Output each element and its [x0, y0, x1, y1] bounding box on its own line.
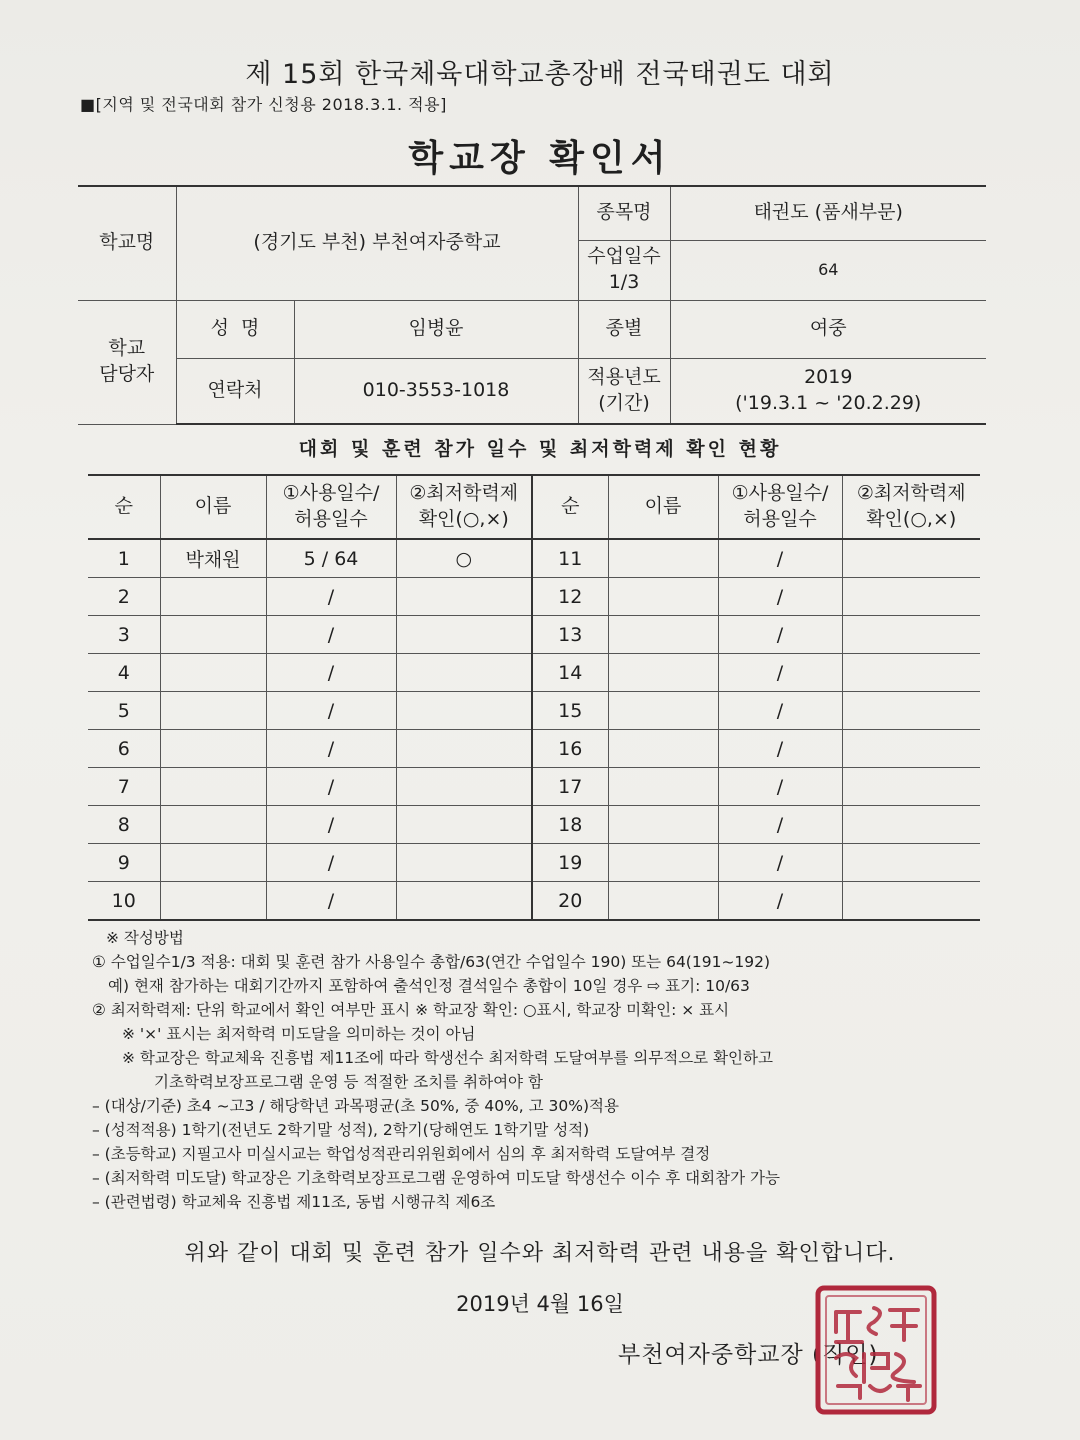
row-number-cell: 14 — [532, 654, 608, 692]
participation-rows — [88, 539, 980, 920]
school-name-value: (경기도 부천) 부천여자중학교 — [176, 186, 578, 300]
row-number-cell: 7 — [88, 768, 160, 806]
row-number-cell: 11 — [532, 539, 608, 578]
confirmation-text: 위와 같이 대회 및 훈련 참가 일수와 최저학력 관련 내용을 확인합니다. — [184, 1241, 896, 1266]
row-number-cell: 8 — [88, 806, 160, 844]
used-days-cell: / — [266, 654, 396, 692]
min-academic-check-cell — [842, 882, 980, 921]
school-days-value: 64 — [670, 240, 986, 300]
min-academic-check-cell — [842, 654, 980, 692]
col-days-header-2-line1: ①사용일수/ — [731, 482, 829, 505]
note-line: ※ 학교장은 학교체육 진흥법 제11조에 따라 학생선수 최저학력 도달여부를 의무적으로 확인하고 — [122, 1049, 773, 1068]
col-min-header-line1: ②최저학력제 — [409, 482, 519, 505]
student-name-cell — [608, 844, 718, 882]
official-seal-stamp — [812, 1282, 940, 1418]
table-row — [88, 844, 980, 882]
col-name-header-2: 이름 — [608, 475, 718, 539]
min-academic-check-cell — [842, 692, 980, 730]
apply-year-value-line1: 2019 — [804, 366, 853, 389]
section-title: 대회 및 훈련 참가 일수 및 최저학력제 확인 현황 — [298, 438, 782, 460]
col-min-header-line2: 확인(○,×) — [418, 508, 509, 530]
student-name-cell — [160, 616, 266, 654]
table-row — [88, 616, 980, 654]
student-name-cell — [608, 768, 718, 806]
used-days-cell: / — [266, 616, 396, 654]
principal-signature-line: 부천여자중학교장 (직인) — [618, 1342, 879, 1368]
student-name-cell — [608, 692, 718, 730]
category-value: 여중 — [670, 300, 986, 358]
min-academic-check-cell — [842, 806, 980, 844]
writing-notes — [92, 926, 992, 1214]
min-academic-check-cell — [842, 578, 980, 616]
row-number-cell: 1 — [88, 539, 160, 578]
apply-year-label-line1: 적용년도 — [587, 366, 661, 389]
student-name-cell — [160, 730, 266, 768]
min-academic-check-cell — [396, 730, 532, 768]
table-row — [88, 692, 980, 730]
event-label: 종목명 — [578, 186, 670, 240]
used-days-cell: / — [266, 806, 396, 844]
used-days-cell: / — [266, 730, 396, 768]
student-name-cell — [160, 768, 266, 806]
student-name-cell — [608, 616, 718, 654]
used-days-cell: / — [718, 730, 842, 768]
table-row — [88, 654, 980, 692]
row-number-cell: 17 — [532, 768, 608, 806]
used-days-cell: / — [266, 844, 396, 882]
col-days-header-2-line2: 허용일수 — [743, 508, 817, 530]
used-days-cell: / — [718, 844, 842, 882]
col-min-header-2-line2: 확인(○,×) — [866, 508, 957, 530]
col-no-header: 순 — [88, 475, 160, 539]
seal-border — [818, 1288, 934, 1412]
manager-name-value: 임병윤 — [294, 300, 578, 358]
table-row — [88, 539, 980, 578]
apply-year-value-line2: ('19.3.1 ~ '20.2.29) — [735, 391, 922, 414]
min-academic-check-cell — [842, 730, 980, 768]
manager-label-line1: 학교 — [108, 337, 146, 360]
note-line: – (최저학력 미도달) 학교장은 기초학력보장프로그램 운영하여 미도달 학생선수 이수 후 대회참가 가능 — [92, 1169, 780, 1188]
note-line: – (성적적용) 1학기(전년도 2학기말 성적), 2학기(당해연도 1학기말 성적) — [92, 1121, 590, 1140]
table-row — [88, 806, 980, 844]
col-name-header: 이름 — [160, 475, 266, 539]
student-name-cell — [160, 806, 266, 844]
used-days-cell: / — [718, 616, 842, 654]
school-name-label: 학교명 — [78, 186, 176, 300]
col-days-header-line1: ①사용일수/ — [282, 482, 380, 505]
min-academic-check-cell — [396, 578, 532, 616]
row-number-cell: 20 — [532, 882, 608, 921]
seal-glyphs — [836, 1308, 920, 1400]
student-name-cell — [160, 578, 266, 616]
used-days-cell: / — [266, 768, 396, 806]
min-academic-check-cell — [396, 844, 532, 882]
contact-value: 010-3553-1018 — [294, 358, 578, 424]
col-days-header — [266, 475, 396, 539]
apply-year-label-line2: (기간) — [598, 391, 650, 414]
student-name-cell — [608, 539, 718, 578]
row-number-cell: 18 — [532, 806, 608, 844]
table-row — [88, 730, 980, 768]
student-name-cell: 박채원 — [160, 539, 266, 578]
min-academic-check-cell — [396, 654, 532, 692]
manager-label — [78, 300, 176, 424]
used-days-cell: / — [718, 882, 842, 921]
school-days-label — [578, 240, 670, 300]
note-line: ① 수업일수1/3 적용: 대회 및 훈련 참가 사용일수 총합/63(연간 수업일수 190) 또는 64(191~192) — [92, 953, 771, 972]
student-name-cell — [608, 806, 718, 844]
table-row — [88, 882, 980, 921]
row-number-cell: 13 — [532, 616, 608, 654]
student-name-cell — [160, 654, 266, 692]
issue-date: 2019년 4월 16일 — [456, 1292, 624, 1316]
form-subtitle: ■[지역 및 전국대회 참가 신청용 2018.3.1. 적용] — [80, 95, 447, 114]
note-line: ※ '×' 표시는 최저학력 미도달을 의미하는 것이 아님 — [122, 1025, 476, 1044]
min-academic-check-cell — [842, 844, 980, 882]
used-days-cell: / — [718, 578, 842, 616]
table-row — [88, 768, 980, 806]
row-number-cell: 10 — [88, 882, 160, 921]
school-days-label-line1: 수업일수 — [587, 245, 661, 268]
row-number-cell: 4 — [88, 654, 160, 692]
col-no-header-2: 순 — [532, 475, 608, 539]
min-academic-check-cell — [842, 616, 980, 654]
row-number-cell: 3 — [88, 616, 160, 654]
min-academic-check-cell — [396, 882, 532, 921]
used-days-cell: / — [718, 539, 842, 578]
table-row — [88, 578, 980, 616]
min-academic-check-cell — [842, 768, 980, 806]
student-name-cell — [608, 654, 718, 692]
student-name-cell — [160, 692, 266, 730]
note-line: ② 최저학력제: 단위 학교에서 확인 여부만 표시 ※ 학교장 확인: ○표시, 학교장 미확인: × 표시 — [92, 1001, 730, 1020]
min-academic-check-cell — [396, 692, 532, 730]
school-days-label-line2: 1/3 — [608, 271, 640, 293]
note-line: ※ 작성방법 — [106, 929, 184, 947]
student-name-cell — [160, 882, 266, 921]
competition-title: 제 15회 한국체육대학교총장배 전국태권도 대회 — [245, 59, 835, 90]
col-min-header-2-line1: ②최저학력제 — [856, 482, 966, 505]
apply-year-value — [670, 358, 986, 424]
min-academic-check-cell — [396, 806, 532, 844]
note-line: – (초등학교) 지필고사 미실시교는 학업성적관리위원회에서 심의 후 최저학력 도달여부 결정 — [92, 1145, 711, 1164]
used-days-cell: 5 / 64 — [266, 539, 396, 578]
min-academic-check-cell — [396, 768, 532, 806]
row-number-cell: 2 — [88, 578, 160, 616]
row-number-cell: 5 — [88, 692, 160, 730]
note-line: 기초학력보장프로그램 운영 등 적절한 조치를 취하여야 함 — [154, 1073, 543, 1092]
col-min-header — [396, 475, 532, 539]
manager-label-line2: 담당자 — [99, 363, 155, 385]
student-name-cell — [160, 844, 266, 882]
used-days-cell: / — [718, 806, 842, 844]
category-label: 종별 — [578, 300, 670, 358]
event-value: 태권도 (품새부문) — [670, 186, 986, 240]
manager-name-label: 성 명 — [176, 300, 294, 358]
participation-table — [88, 474, 980, 921]
row-number-cell: 9 — [88, 844, 160, 882]
student-name-cell — [608, 578, 718, 616]
note-line: – (관련법령) 학교체육 진흥법 제11조, 동법 시행규칙 제6조 — [92, 1193, 496, 1212]
col-min-header-2 — [842, 475, 980, 539]
min-academic-check-cell — [396, 616, 532, 654]
used-days-cell: / — [718, 768, 842, 806]
used-days-cell: / — [718, 692, 842, 730]
row-number-cell: 19 — [532, 844, 608, 882]
min-academic-check-cell — [842, 539, 980, 578]
student-name-cell — [608, 730, 718, 768]
row-number-cell: 16 — [532, 730, 608, 768]
used-days-cell: / — [266, 578, 396, 616]
note-line: – (대상/기준) 초4 ~고3 / 해당학년 과목평균(초 50%, 중 40%, 고 30%)적용 — [92, 1097, 619, 1116]
col-days-header-line2: 허용일수 — [294, 508, 368, 530]
row-number-cell: 15 — [532, 692, 608, 730]
info-table — [78, 185, 986, 425]
note-line: 예) 현재 참가하는 대회기간까지 포함하여 출석인정 결석일수 총합이 10일 경우 ⇨ 표기: 10/63 — [108, 977, 750, 996]
contact-label: 연락처 — [176, 358, 294, 424]
col-days-header-2 — [718, 475, 842, 539]
used-days-cell: / — [266, 882, 396, 921]
used-days-cell: / — [718, 654, 842, 692]
student-name-cell — [608, 882, 718, 921]
apply-year-label — [578, 358, 670, 424]
document-title: 학교장 확인서 — [408, 138, 672, 179]
min-academic-check-cell: ○ — [396, 539, 532, 578]
used-days-cell: / — [266, 692, 396, 730]
row-number-cell: 12 — [532, 578, 608, 616]
row-number-cell: 6 — [88, 730, 160, 768]
